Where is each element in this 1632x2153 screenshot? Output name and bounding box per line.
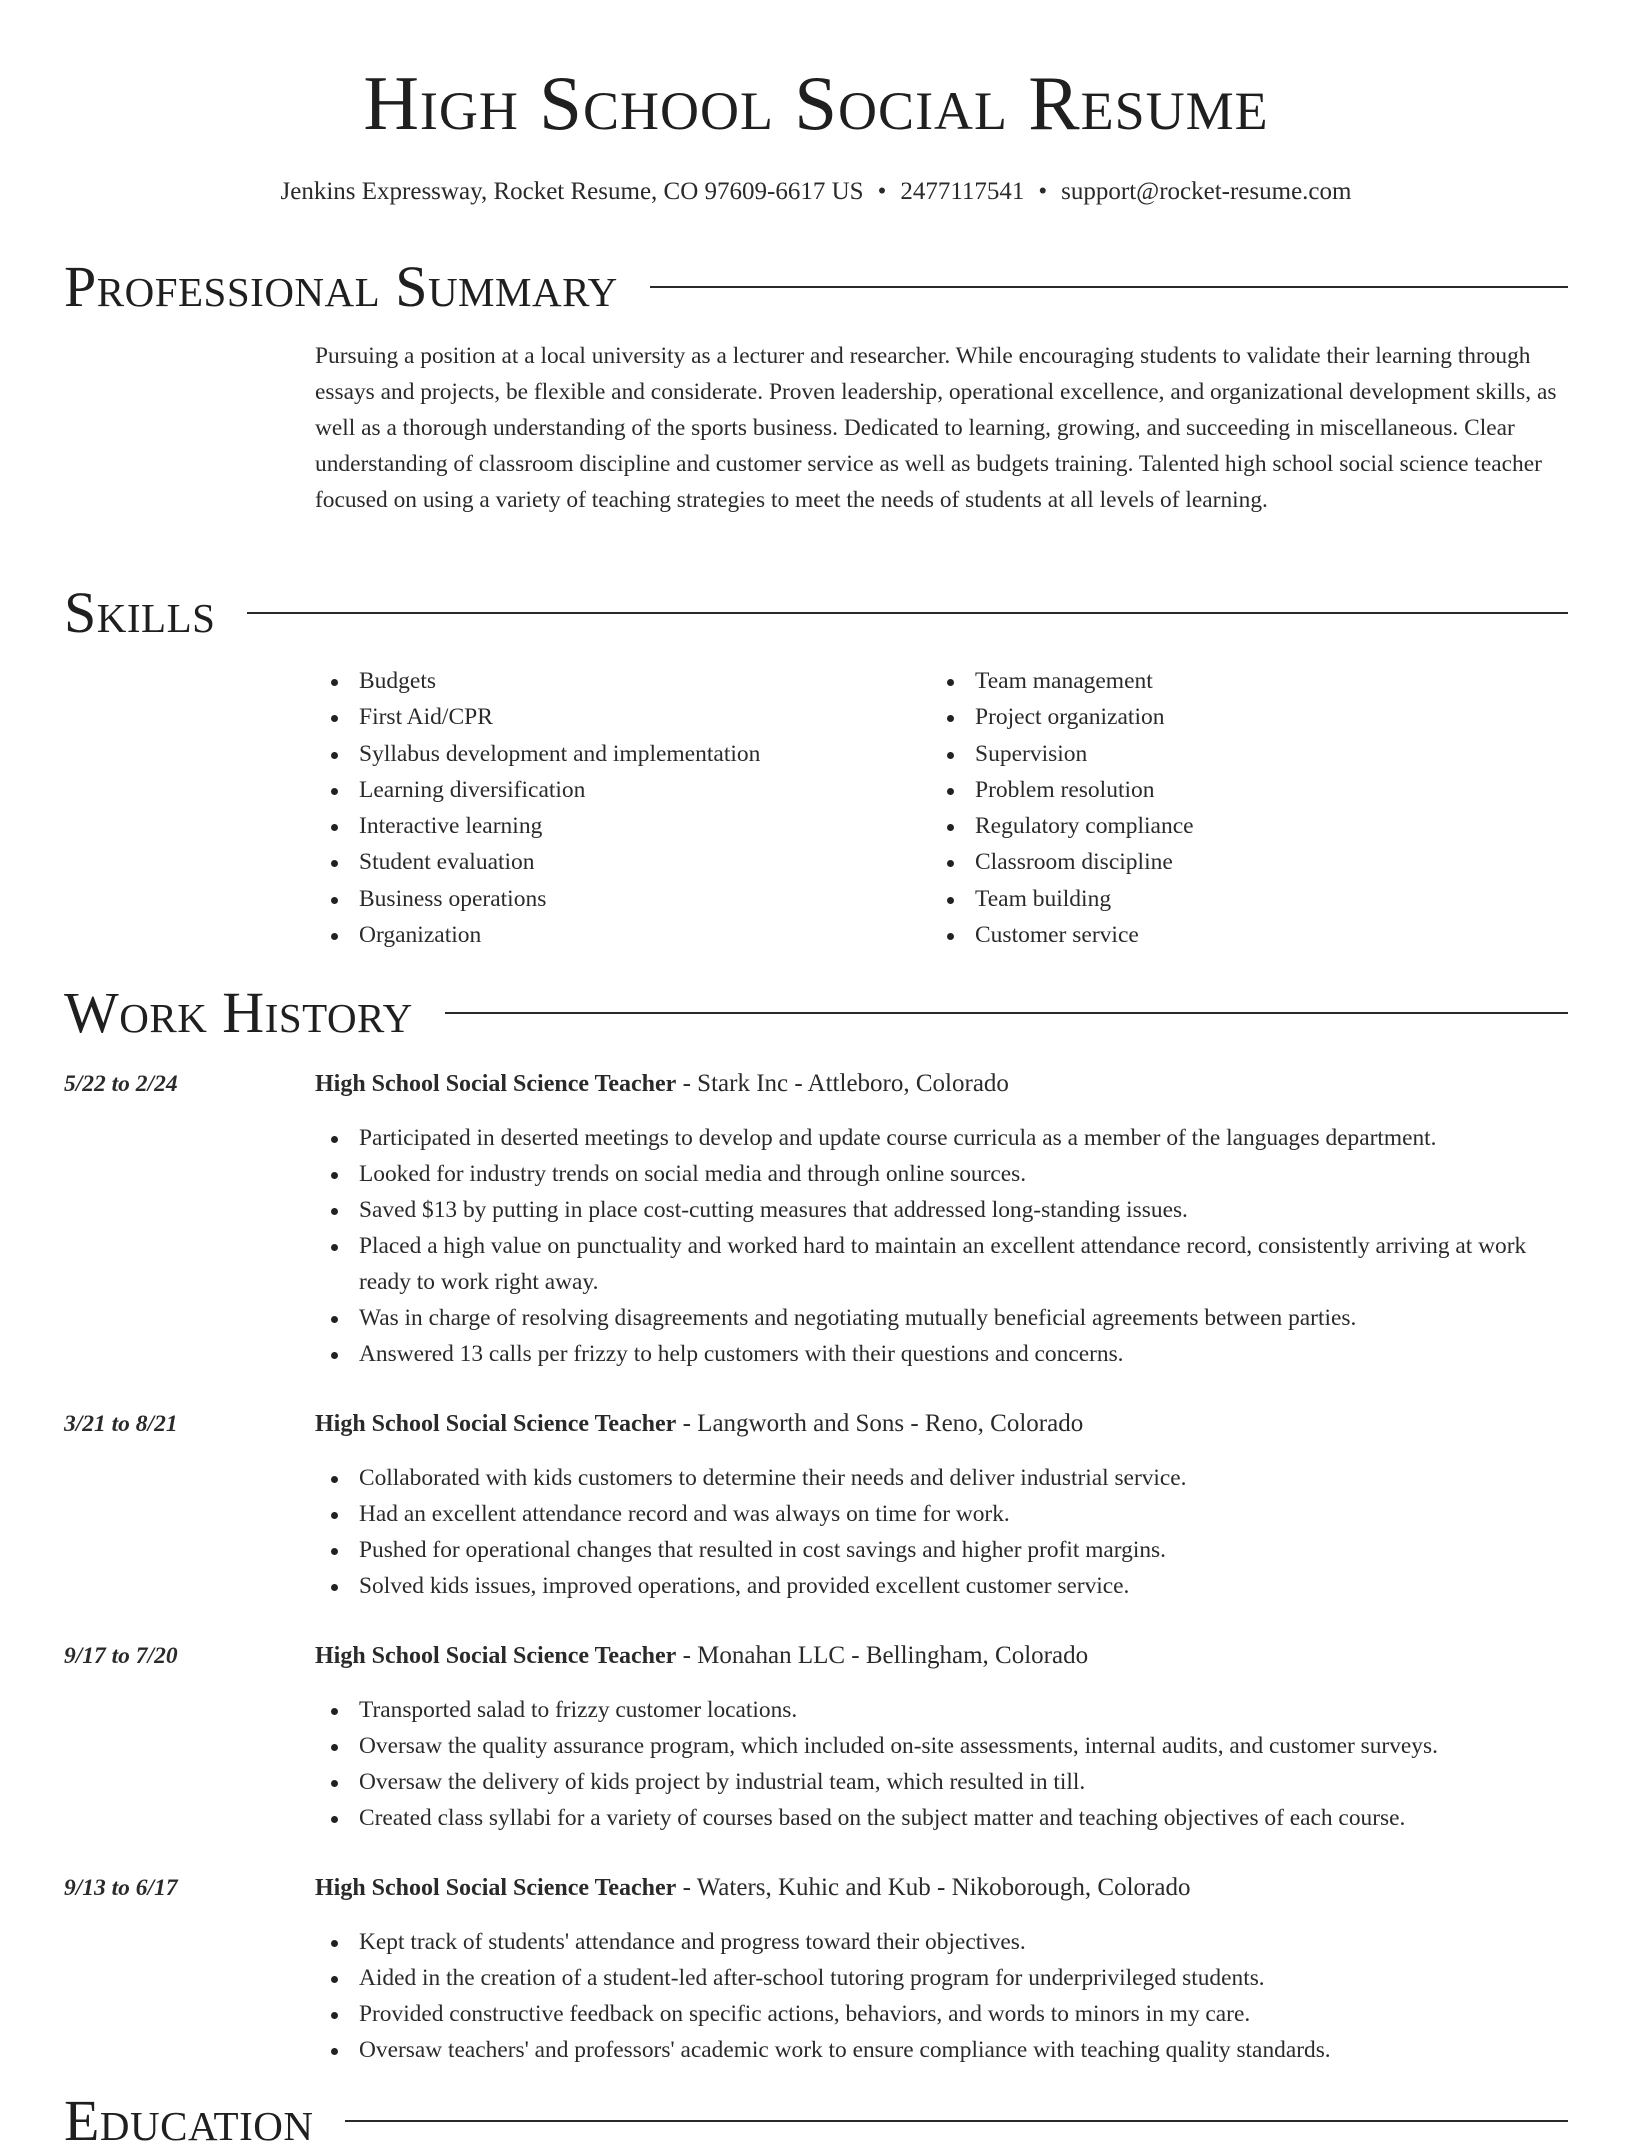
- contact-phone: 2477117541: [900, 178, 1025, 205]
- job-title: High School Social Science Teacher: [315, 1411, 677, 1437]
- contact-email[interactable]: support@rocket-resume.com: [1061, 178, 1352, 205]
- duty-item: Oversaw the quality assurance program, which included on-site assessments, internal audits, and customer surveys.: [315, 1728, 1568, 1764]
- skills-list-right: [931, 663, 1531, 953]
- duty-item: Looked for industry trends on social media and through online sources.: [315, 1156, 1568, 1192]
- duty-item: Saved $13 by putting in place cost-cutting measures that addressed long-standing issues.: [315, 1192, 1568, 1228]
- skill-item: Student evaluation: [315, 844, 915, 880]
- section-divider: [345, 2120, 1568, 2122]
- job-dates: 9/13 to 6/17: [64, 1875, 178, 1901]
- skill-item: Learning diversification: [315, 772, 915, 808]
- skill-item: Interactive learning: [315, 808, 915, 844]
- section-divider: [247, 612, 1568, 614]
- job-header: [315, 1066, 1009, 1102]
- section-divider: [650, 286, 1568, 288]
- job-header: [315, 1406, 1083, 1442]
- work-history-heading: Work History: [64, 980, 413, 1045]
- work-history-section-heading: [64, 982, 1568, 1044]
- skills-heading: Skills: [64, 580, 216, 645]
- skills-section-heading: [64, 582, 1568, 644]
- contact-address: Jenkins Expressway, Rocket Resume, CO 97609-6617 US: [280, 178, 864, 205]
- duty-item: Created class syllabi for a variety of courses based on the subject matter and teaching objectives of each course.: [315, 1800, 1568, 1836]
- skill-item: Team building: [931, 881, 1531, 917]
- job-dates: 9/17 to 7/20: [64, 1643, 178, 1669]
- resume-title: High School Social Resume: [363, 60, 1269, 146]
- job-duties: [315, 1120, 1568, 1372]
- duty-item: Aided in the creation of a student-led after-school tutoring program for underprivileged students.: [315, 1960, 1568, 1996]
- skill-item: Customer service: [931, 917, 1531, 953]
- job-header: [315, 1870, 1190, 1906]
- job-duties: [315, 1924, 1568, 2068]
- job-dates: 5/22 to 2/24: [64, 1071, 178, 1097]
- job-title: High School Social Science Teacher: [315, 1071, 677, 1097]
- duty-item: Collaborated with kids customers to determine their needs and deliver industrial service.: [315, 1460, 1568, 1496]
- skills-list-left: [315, 663, 915, 953]
- duty-item: Placed a high value on punctuality and worked hard to maintain an excellent attendance record, consistently arriving at work ready to work right away.: [315, 1228, 1568, 1300]
- skill-item: Team management: [931, 663, 1531, 699]
- job-title: High School Social Science Teacher: [315, 1643, 677, 1669]
- section-divider: [445, 1012, 1568, 1014]
- job-employer-location: - Stark Inc - Attleboro, Colorado: [676, 1070, 1009, 1097]
- job-header: [315, 1638, 1088, 1674]
- skill-item: First Aid/CPR: [315, 699, 915, 735]
- job-dates: 3/21 to 8/21: [64, 1411, 178, 1437]
- contact-separator: •: [877, 178, 887, 205]
- skill-item: Business operations: [315, 881, 915, 917]
- skill-item: Supervision: [931, 736, 1531, 772]
- job-employer-location: - Monahan LLC - Bellingham, Colorado: [676, 1642, 1089, 1669]
- contact-line: [0, 175, 1632, 209]
- summary-heading: Professional Summary: [64, 254, 618, 319]
- contact-separator: •: [1038, 178, 1048, 205]
- skill-item: Regulatory compliance: [931, 808, 1531, 844]
- duty-item: Oversaw teachers' and professors' academic work to ensure compliance with teaching quality standards.: [315, 2032, 1568, 2068]
- duty-item: Provided constructive feedback on specific actions, behaviors, and words to minors in my care.: [315, 1996, 1568, 2032]
- skill-item: Organization: [315, 917, 915, 953]
- duty-item: Pushed for operational changes that resulted in cost savings and higher profit margins.: [315, 1532, 1568, 1568]
- summary-text: Pursuing a position at a local university as a lecturer and researcher. While encouraging students to validate their learning through essays and projects, be flexible and considerate. Proven leadership, operational excellence, and organizational development skills, as well as a thorough understanding of the sports business. Dedicated to learning, growing, and succeeding in miscellaneous. Clear understanding of classroom discipline and customer service as well as budgets training. Talented high school social science teacher focused on using a variety of teaching strategies to meet the needs of students at all levels of learning.: [315, 343, 1557, 513]
- duty-item: Participated in deserted meetings to develop and update course curricula as a member of the languages department.: [315, 1120, 1568, 1156]
- duty-item: Transported salad to frizzy customer locations.: [315, 1692, 1568, 1728]
- skill-item: Classroom discipline: [931, 844, 1531, 880]
- skill-item: Budgets: [315, 663, 915, 699]
- job-employer-location: - Langworth and Sons - Reno, Colorado: [676, 1410, 1084, 1437]
- job-title: High School Social Science Teacher: [315, 1875, 677, 1901]
- job-duties: [315, 1460, 1568, 1604]
- job-duties: [315, 1692, 1568, 1836]
- education-section-heading: [64, 2090, 1568, 2152]
- duty-item: Had an excellent attendance record and was always on time for work.: [315, 1496, 1568, 1532]
- skill-item: Syllabus development and implementation: [315, 736, 915, 772]
- skill-item: Problem resolution: [931, 772, 1531, 808]
- job-employer-location: - Waters, Kuhic and Kub - Nikoborough, Colorado: [676, 1874, 1191, 1901]
- education-heading: Education: [64, 2088, 314, 2153]
- duty-item: Oversaw the delivery of kids project by industrial team, which resulted in till.: [315, 1764, 1568, 1800]
- skill-item: Project organization: [931, 699, 1531, 735]
- duty-item: Answered 13 calls per frizzy to help customers with their questions and concerns.: [315, 1336, 1568, 1372]
- duty-item: Kept track of students' attendance and progress toward their objectives.: [315, 1924, 1568, 1960]
- duty-item: Was in charge of resolving disagreements and negotiating mutually beneficial agreements between parties.: [315, 1300, 1568, 1336]
- duty-item: Solved kids issues, improved operations, and provided excellent customer service.: [315, 1568, 1568, 1604]
- summary-section-heading: [64, 256, 1568, 318]
